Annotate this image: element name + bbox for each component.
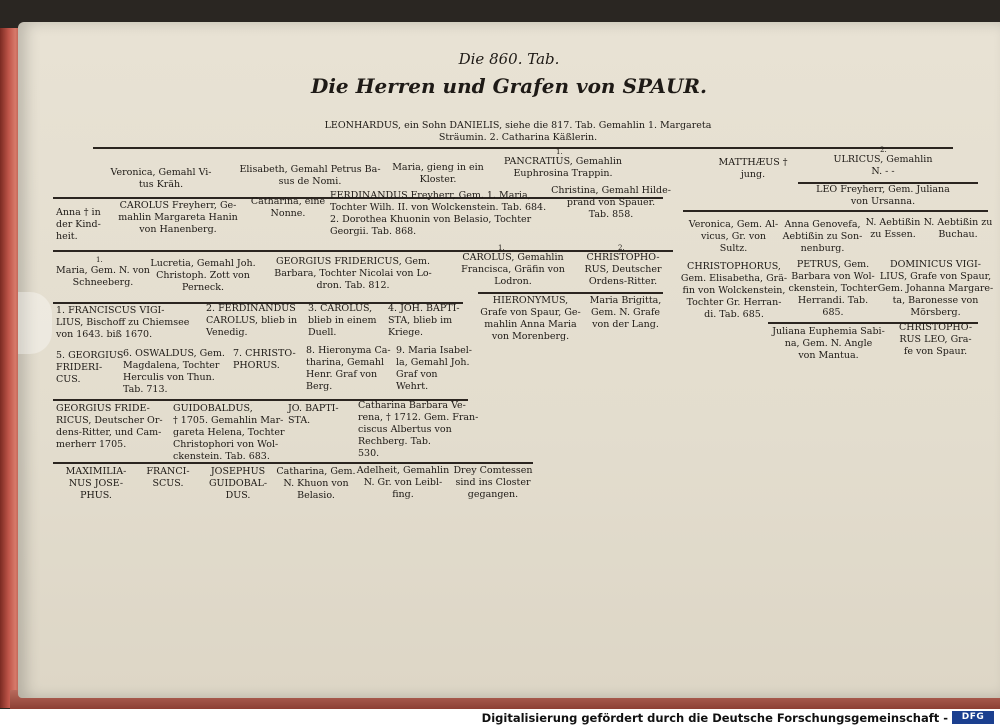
gen4-franciscus: 1. FRANCISCUS VIGI- LIUS, Bischoff zu Chiemsee von 1643. biß 1670.	[56, 305, 190, 340]
gen5-catharina-barbara: Catharina Barbara Ve- rena, † 1712. Gem. Fran- ciscus Albertus von Rechberg. Tab. 530.	[358, 400, 479, 459]
tab-heading: Die 860. Tab.	[458, 50, 560, 68]
gen3-right-aebtissin-buchau: N. Aebtißin zu Buchau.	[923, 217, 993, 240]
gen4-georgius: 5. GEORGIUS FRIDERI- CUS.	[56, 350, 124, 385]
gen3-right-line	[683, 210, 988, 212]
gen4-maria-brigitta: Maria Brigitta, Gem. N. Grafe von der Lang.	[589, 295, 662, 330]
gen4-carolus: 3. CAROLUS, blieb in einem Duell.	[308, 303, 377, 338]
gen3-lucretia: Lucretia, Gemahl Joh. Christoph. Zott von Perneck.	[150, 258, 256, 293]
book-page	[18, 22, 1000, 698]
gen4-hieronyma: 8. Hieronyma Ca- tharina, Gemahl Henr. Graf von Berg.	[306, 345, 391, 392]
gen4-right-juliana: Juliana Euphemia Sabi- na, Gem. N. Angle von Mantua.	[772, 326, 885, 361]
gen2-christina: Christina, Gemahl Hilde- prand von Spauer. Tab. 858.	[551, 185, 671, 220]
page-fold	[18, 292, 52, 354]
gen1-maria: Maria, gieng in ein Kloster.	[392, 162, 484, 185]
gen3-georgius: GEORGIUS FRIDERICUS, Gem. Barbara, Tochter Nicolai von Lo- dron. Tab. 812.	[274, 256, 432, 291]
gen3-right-christophorus: CHRISTOPHORUS, Gem. Elisabetha, Grä- fin von Wolckenstein, Tochter Gr. Herran- di. Tab. 685.	[680, 261, 788, 320]
gen4-maria-isabella: 9. Maria Isabel- la, Gemahl Joh. Graf von Wehrt.	[396, 345, 472, 392]
gen1-line	[93, 147, 953, 149]
gen4-christophorus: 7. CHRISTO- PHORUS.	[233, 348, 296, 371]
gen4-joh-baptista: 4. JOH. BAPTI- STA, blieb im Kriege.	[388, 303, 460, 338]
footer-credit: Digitalisierung gefördert durch die Deutsche Forschungsgemeinschaft -	[481, 711, 948, 725]
gen1-veronica: Veronica, Gemahl Vi- tus Kräh.	[110, 167, 212, 190]
gen6-line	[53, 462, 533, 464]
gen2-catharina: Catharina, eine Nonne.	[250, 196, 326, 219]
gen6-catharina: Catharina, Gem. N. Khuon von Belasio.	[276, 466, 356, 501]
gen4-mid-line	[478, 292, 663, 294]
gen3-right-veronica: Veronica, Gem. Al- vicus, Gr. von Sultz.	[688, 219, 779, 254]
gen3-christophorus: CHRISTOPHO- RUS, Deutscher Ordens-Ritter.	[584, 252, 662, 287]
dfg-logo: DFG	[952, 711, 994, 724]
gen3-christophorus-number: 2.	[618, 244, 625, 252]
gen5-georgius: GEORGIUS FRIDE- RICUS, Deutscher Or- dens-Ritter, und Cam- merherr 1705.	[56, 403, 163, 450]
gen3-maria-number: 1.	[96, 256, 103, 264]
gen6-franciscus: FRANCI- SCUS.	[146, 466, 190, 489]
gen3-maria: Maria, Gem. N. von Schneeberg.	[56, 265, 150, 288]
gen4-right-christophorus-leo: CHRISTOPHO- RUS LEO, Gra- fe von Spaur.	[898, 322, 973, 357]
gen5-joh-baptista: JO. BAPTI- STA.	[288, 403, 339, 426]
gen1-ulricus-number: 2.	[880, 146, 887, 154]
gen1-pancratius-number: 1.	[556, 148, 563, 156]
gen3-carolus: CAROLUS, Gemahlin Francisca, Gräfin von Lodron.	[461, 252, 565, 287]
root-leonhardus: LEONHARDUS, ein Sohn DANIELIS, siehe die 817. Tab. Gemahlin 1. Margareta Sträumin. 2. Catharina Käßlerin.	[324, 120, 712, 143]
gen6-adelheit: Adelheit, Gemahlin N. Gr. von Leibl- fing.	[356, 465, 450, 500]
gen5-guidobaldus: GUIDOBALDUS, † 1705. Gemahlin Mar- gareta Helena, Tochter Christophori von Wol- ckenstein. Tab. 683.	[173, 403, 285, 462]
gen3-carolus-number: 1.	[498, 244, 505, 252]
gen1-ulricus: ULRICUS, Gemahlin N. - -	[833, 154, 933, 177]
gen2-carolus: CAROLUS Freyherr, Ge- mahlin Margareta Hanin von Hanenberg.	[118, 200, 238, 235]
gen1-elisabeth: Elisabeth, Gemahl Petrus Ba- sus de Nomi.	[239, 164, 381, 187]
gen1-pancratius: PANCRATIUS, Gemahlin Euphrosina Trappin.	[504, 156, 622, 179]
gen4-oswaldus: 6. OSWALDUS, Gem. Magdalena, Tochter Herculis von Thun. Tab. 713.	[123, 348, 225, 395]
gen3-right-anna: Anna Genovefa, Aebtißin zu Son- nenburg.	[782, 219, 863, 254]
gen4-hieronymus: HIERONYMUS, Grafe von Spaur, Ge- mahlin Anna Maria von Morenberg.	[480, 295, 581, 342]
page-title: Die Herren und Grafen von SPAUR.	[310, 74, 708, 98]
gen3-right-aebtissin-essen: N. Aebtißin zu Essen.	[865, 217, 921, 240]
gen1-matthaeus: MATTHÆUS † jung.	[718, 157, 788, 180]
gen4-ferdinandus: 2. FERDINANDUS CAROLUS, blieb in Venedig.	[206, 303, 298, 338]
gen6-comtessen: Drey Comtessen sind ins Closter gegangen.	[453, 465, 533, 500]
gen3-right-dominicus: DOMINICUS VIGI- LIUS, Grafe von Spaur, Gem. Johanna Margare- ta, Baronesse von Mörsberg.	[877, 259, 994, 318]
gen2-anna: Anna † in der Kind- heit.	[56, 207, 101, 242]
gen6-josephus: JOSEPHUS GUIDOBAL- DUS.	[208, 466, 268, 501]
gen6-maximilianus: MAXIMILIA- NUS JOSE- PHUS.	[65, 466, 127, 501]
gen2-leo: LEO Freyherr, Gem. Juliana von Ursanna.	[816, 184, 950, 207]
gen2-ferdinandus: FERDINANDUS Freyherr, Gem. 1. Maria, Tochter Wilh. II. von Wolckenstein. Tab. 684. 2. Dorothea Khuonin von Belasio, Tochter Georgii. Tab. 868.	[330, 190, 547, 237]
gen3-right-petrus: PETRUS, Gem. Barbara von Wol- ckenstein, Tochter Herrandi. Tab. 685.	[788, 259, 878, 318]
